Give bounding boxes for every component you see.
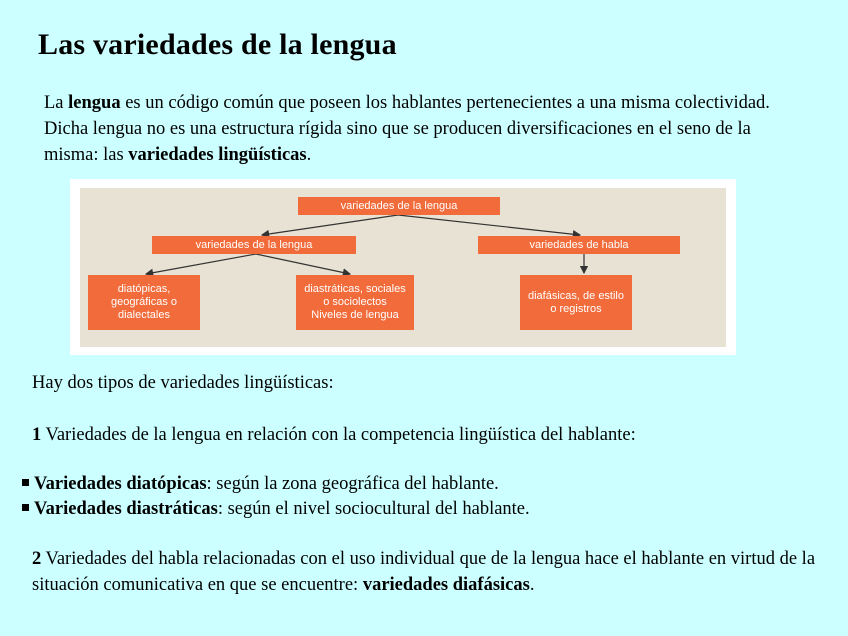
node-variedades-lengua: variedades de la lengua [152, 236, 356, 254]
bullet-diastraticas-term: Variedades diastráticas [34, 499, 218, 519]
node-diastraticas [296, 275, 414, 330]
node-diatopicas-line2: geográficas o [110, 296, 178, 308]
type-1-number: 1 [32, 425, 42, 445]
diagram-background [80, 188, 726, 347]
node-diatopicas-line3: dialectales [118, 309, 170, 321]
node-diafasicas-line2: o registros [550, 302, 602, 315]
node-diafasicas [520, 275, 632, 330]
node-diastraticas-line2: o sociolectos [323, 296, 387, 308]
arrow-root-left [262, 215, 398, 235]
bullet-diatopicas [22, 472, 499, 496]
arrow-left-leaf2 [256, 254, 350, 274]
node-diastraticas-line3: Niveles de lengua [311, 309, 399, 321]
variety-diagram [70, 179, 736, 355]
arrow-left-leaf1 [146, 254, 256, 274]
bullet-diatopicas-text: : según la zona geográfica del hablante. [206, 474, 499, 494]
square-bullet-icon [22, 479, 29, 486]
type-1-text: Variedades de la lengua en relación con la competencia lingüística del hablante: [41, 425, 636, 445]
node-diatopicas [88, 275, 200, 330]
type-2-number: 2 [32, 549, 42, 569]
square-bullet-icon [22, 504, 29, 511]
node-root: variedades de la lengua [298, 197, 500, 215]
page-title: Las variedades de la lengua [38, 28, 397, 61]
intro-bold-variedades: variedades lingüísticas [128, 145, 307, 165]
types-intro: Hay dos tipos de variedades lingüísticas: [32, 373, 334, 393]
type-2-text: Variedades del habla relacionadas con el uso individual que de la lengua hace el hablante en virtud de la situación comunicativa en que se encuentre: [32, 549, 816, 595]
node-variedades-habla: variedades de habla [478, 236, 680, 254]
intro-text-1: La [44, 93, 69, 113]
node-diatopicas-line1: diatópicas, [117, 283, 171, 295]
intro-text-3: . [306, 145, 312, 165]
intro-paragraph [44, 90, 804, 168]
node-diafasicas-line1: diafásicas, de estilo [528, 289, 624, 302]
node-diastraticas-line1: diastráticas, sociales [304, 283, 406, 295]
type-2-paragraph [32, 546, 822, 598]
type-2-bold: variedades diafásicas [362, 575, 530, 595]
bullet-diastraticas [22, 497, 530, 521]
type-1-heading [32, 422, 636, 448]
bullet-diatopicas-term: Variedades diatópicas [34, 474, 207, 494]
type-2-end: . [529, 575, 535, 595]
bullet-diastraticas-text: : según el nivel sociocultural del hablante. [217, 499, 530, 519]
intro-text-2: es un código común que poseen los hablantes pertenecientes a una misma colectividad. Dicha lengua no es una estructura rígida sino que se producen diversificaciones en el seno de la misma: las [44, 93, 770, 165]
intro-bold-lengua: lengua [68, 93, 121, 113]
arrow-root-right [398, 215, 580, 235]
